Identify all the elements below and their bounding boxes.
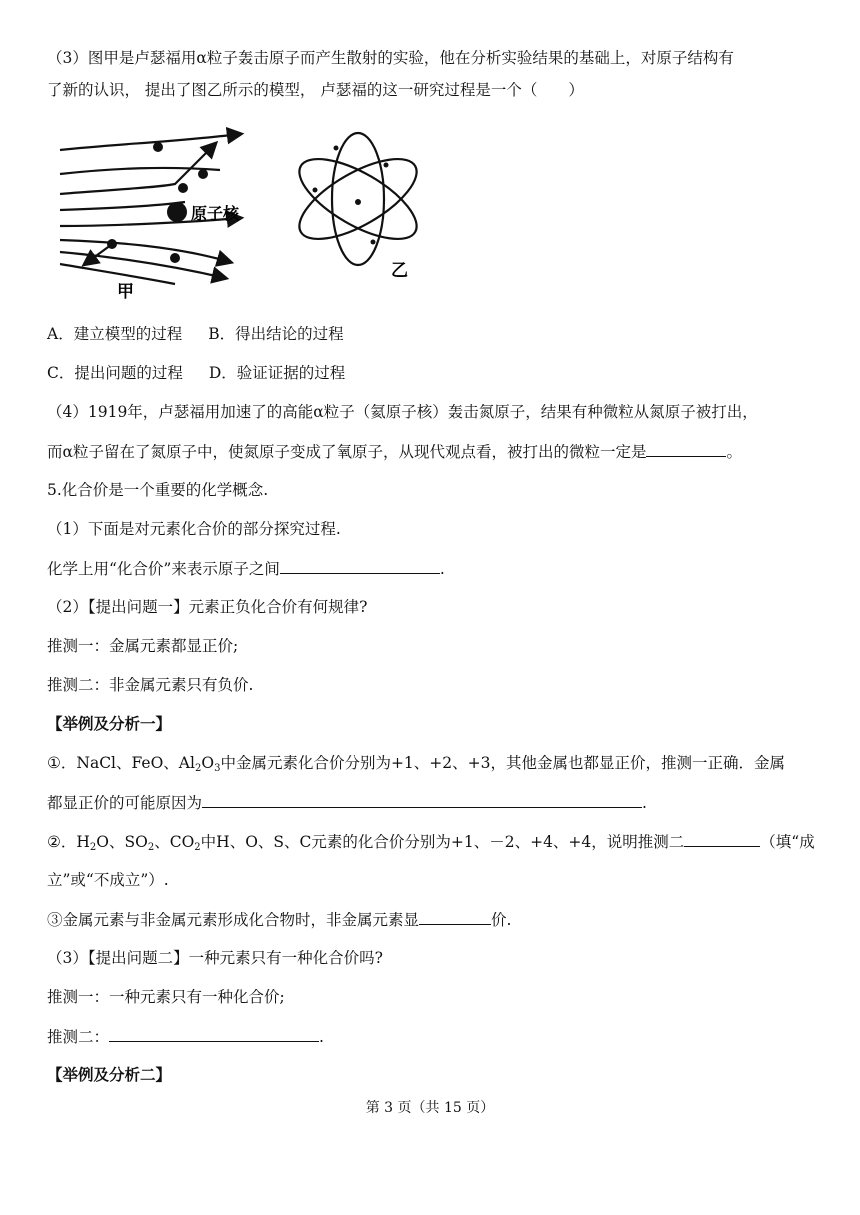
q5-guess-3: 推测一：一种元素只有一种化合价; [47, 988, 285, 1006]
option-c: C．提出问题的过程 [47, 364, 183, 382]
q5-guess-4: 推测二： . [47, 1025, 324, 1048]
q4-line-2: 而α粒子留在了氮原子中，使氮原子变成了氧原子，从现代观点看，被打出的微粒一定是 。 [47, 440, 742, 463]
page-footer: 第 3 页（共 15 页） [365, 1100, 495, 1116]
q5-part3: （3）【提出问题二】一种元素只有一种化合价吗? [47, 949, 383, 967]
valence-definition-blank[interactable] [280, 557, 440, 574]
guess-4-blank[interactable] [109, 1025, 319, 1042]
q5-item-1: ①．NaCl、FeO、$Al_2O_3$中金属元素化合价分别为+1、+2、+3，其他金属也都显正价，推测一正确．金属 [47, 754, 785, 774]
q5-analysis-2-heading: 【举例及分析二】 [47, 1065, 172, 1084]
q5-title: 5.化合价是一个重要的化学概念. [47, 481, 269, 499]
metal-positive-reason-blank[interactable] [202, 791, 642, 808]
q3-options-row-1 [47, 323, 344, 345]
nonmetal-valence-blank[interactable] [419, 908, 491, 925]
atom-model-figure [285, 124, 435, 284]
q5-guess-2: 推测二：非金属元素只有负价. [47, 676, 254, 694]
scattering-figure [55, 122, 265, 302]
fig-yi-label: 乙 [391, 261, 408, 281]
option-d: D．验证证据的过程 [208, 364, 346, 382]
fig-jia-label: 甲 [117, 282, 134, 302]
q4-answer-blank[interactable] [646, 440, 726, 457]
q5-part1-line: 化学上用“化合价”来表示原子之间 . [47, 557, 445, 580]
q5-item-3: ③金属元素与非金属元素形成化合物时，非金属元素显 价. [47, 908, 511, 931]
q5-item-2: ②．$H_2O$、$SO_2$、$CO_2$中H、O、S、C元素的化合价分别为+1、－2、+4、+4，说明推测二 （填“成 [47, 830, 815, 859]
option-b: B．得出结论的过程 [208, 325, 344, 343]
nucleus-label: 原子核 [191, 204, 240, 223]
q3-line-1: （3）图甲是卢瑟福用α粒子轰击原子而产生散射的实验，他在分析实验结果的基础上，对原子结构有 [47, 49, 734, 67]
q5-item-2-line-2: 立”或“不成立”）. [47, 871, 169, 889]
q4-line-1: （4）1919年，卢瑟福用加速了的高能α粒子（氦原子核）轰击氮原子，结果有种微粒从氮原子被打出， [47, 403, 758, 421]
q5-guess-1: 推测一：金属元素都显正价; [47, 637, 239, 655]
q5-item-1-line-2: 都显正价的可能原因为 . [47, 791, 647, 814]
q5-part2: （2）【提出问题一】元素正负化合价有何规律? [47, 598, 368, 616]
q3-options-row-2 [47, 362, 345, 384]
guess-2-result-blank[interactable] [684, 830, 760, 847]
q5-part1: （1）下面是对元素化合价的部分探究过程. [47, 520, 341, 538]
option-a: A．建立模型的过程 [47, 325, 183, 343]
q3-line-2: 了新的认识， 提出了图乙所示的模型， 卢瑟福的这一研究过程是一个（ ） [47, 81, 584, 99]
q5-analysis-1-heading: 【举例及分析一】 [47, 714, 172, 733]
